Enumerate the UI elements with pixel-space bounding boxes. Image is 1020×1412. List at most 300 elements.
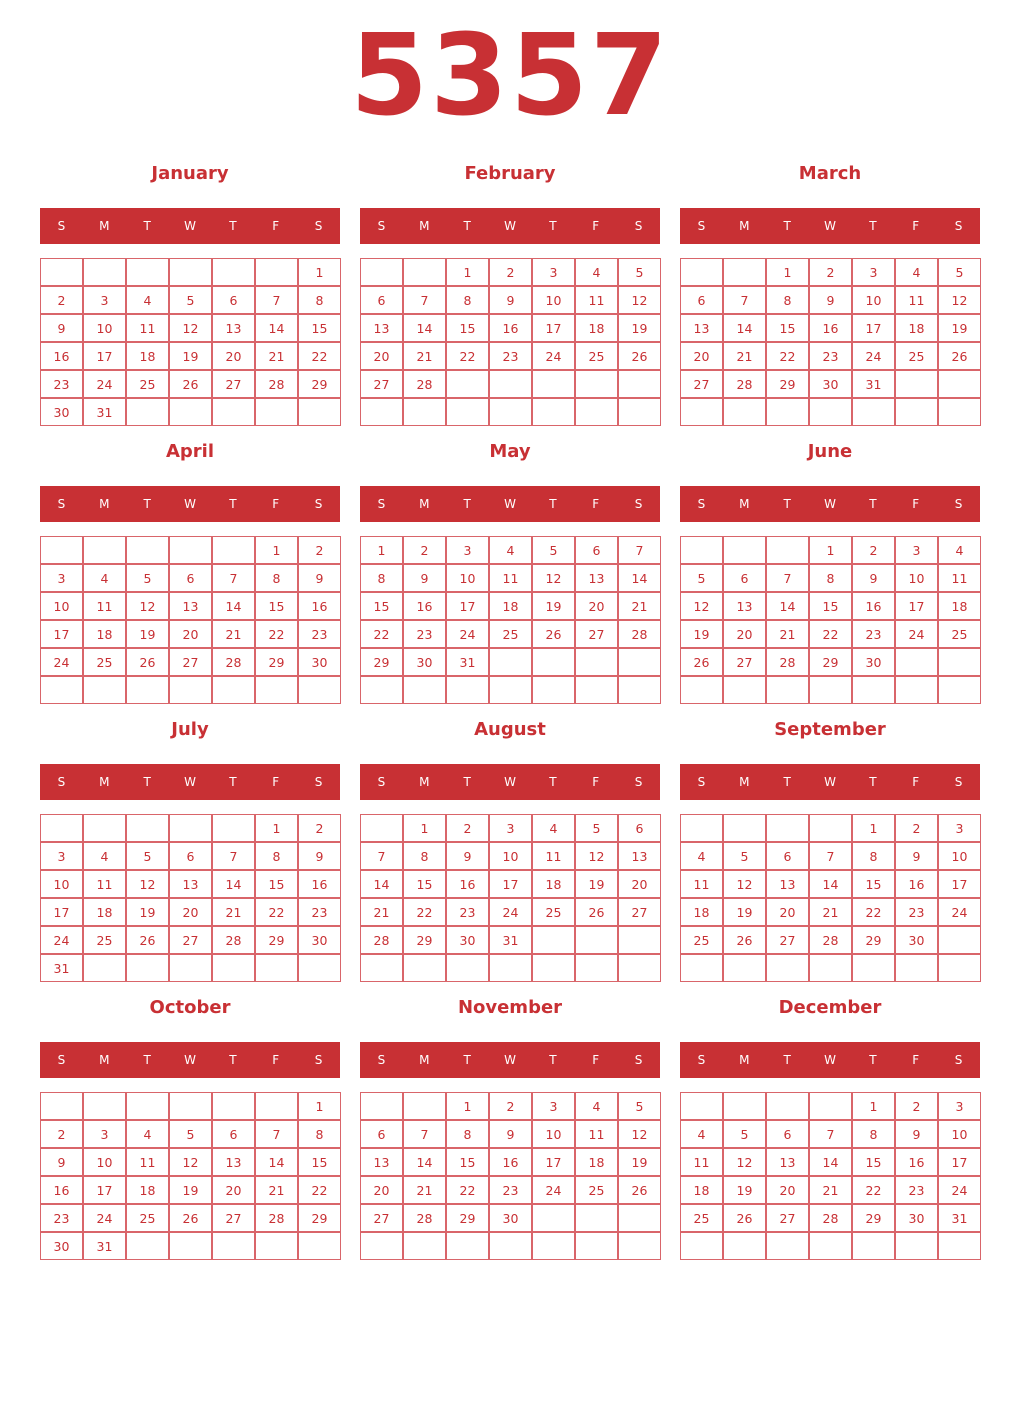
day-cell: 27 [169,648,212,676]
day-cell: 1 [766,258,809,286]
empty-day-cell [895,370,938,398]
empty-day-cell [723,1232,766,1260]
empty-day-cell [766,536,809,564]
day-cell: 21 [723,342,766,370]
month-title: May [489,441,531,462]
day-cell: 18 [680,1176,723,1204]
day-cell: 29 [298,1204,341,1232]
day-cell: 18 [938,592,981,620]
empty-day-cell [360,258,403,286]
empty-day-cell [169,536,212,564]
day-cell: 2 [895,1092,938,1120]
empty-day-cell [766,1232,809,1260]
empty-day-cell [446,676,489,704]
weekday-label: S [377,775,386,789]
empty-day-cell [212,676,255,704]
day-cell: 9 [852,564,895,592]
empty-day-cell [255,398,298,426]
day-cell: 3 [40,564,83,592]
day-cell: 1 [298,1092,341,1120]
day-cell: 21 [403,342,446,370]
day-cell: 8 [852,842,895,870]
day-cell: 19 [618,314,661,342]
day-cell: 21 [212,898,255,926]
weekday-label: M [419,497,430,511]
day-cell: 26 [680,648,723,676]
day-cell: 5 [723,1120,766,1148]
empty-day-cell [809,676,852,704]
day-cell: 25 [489,620,532,648]
empty-day-cell [403,1092,446,1120]
weekday-label: W [824,775,836,789]
day-cell: 20 [212,342,255,370]
day-cell: 29 [360,648,403,676]
empty-day-cell [255,954,298,982]
empty-day-cell [575,1204,618,1232]
day-cell: 19 [532,592,575,620]
empty-day-cell [895,1232,938,1260]
empty-day-cell [83,258,126,286]
day-cell: 8 [298,286,341,314]
day-cell: 28 [360,926,403,954]
weekday-label: T [783,497,791,511]
empty-day-cell [83,1092,126,1120]
empty-day-cell [723,1092,766,1120]
day-cell: 18 [83,898,126,926]
empty-day-cell [298,954,341,982]
empty-day-cell [126,954,169,982]
empty-day-cell [809,814,852,842]
empty-day-cell [723,814,766,842]
weekday-label: S [314,775,323,789]
day-cell: 27 [766,926,809,954]
day-cell: 28 [809,926,852,954]
weekday-label: S [377,497,386,511]
weekday-label: S [57,775,66,789]
day-cell: 10 [895,564,938,592]
day-cell: 9 [40,314,83,342]
day-cell: 28 [723,370,766,398]
weekday-label: F [592,775,600,789]
empty-day-cell [83,814,126,842]
weekday-label: M [419,775,430,789]
weekday-label: T [463,497,471,511]
day-cell: 11 [83,592,126,620]
day-cell: 31 [489,926,532,954]
empty-day-cell [809,954,852,982]
day-cell: 5 [618,258,661,286]
weekday-label: M [99,1053,110,1067]
empty-day-cell [618,648,661,676]
day-grid [680,1092,981,1260]
empty-day-cell [723,536,766,564]
day-cell: 15 [766,314,809,342]
day-cell: 19 [575,870,618,898]
empty-day-cell [575,370,618,398]
empty-day-cell [403,398,446,426]
day-cell: 29 [852,926,895,954]
day-cell: 22 [255,898,298,926]
day-cell: 25 [680,1204,723,1232]
day-grid [360,258,661,426]
day-cell: 13 [169,592,212,620]
day-cell: 26 [723,1204,766,1232]
day-cell: 20 [766,898,809,926]
day-cell: 11 [680,870,723,898]
empty-day-cell [938,954,981,982]
day-cell: 3 [83,286,126,314]
empty-day-cell [169,814,212,842]
empty-day-cell [723,676,766,704]
day-cell: 28 [403,370,446,398]
day-cell: 25 [532,898,575,926]
empty-day-cell [489,676,532,704]
day-cell: 25 [575,1176,618,1204]
empty-day-cell [126,536,169,564]
day-cell: 8 [809,564,852,592]
day-cell: 5 [680,564,723,592]
day-cell: 9 [895,1120,938,1148]
month-title: December [778,997,882,1018]
empty-day-cell [766,814,809,842]
day-cell: 16 [40,342,83,370]
day-cell: 10 [532,286,575,314]
empty-day-cell [83,536,126,564]
day-cell: 8 [852,1120,895,1148]
day-cell: 22 [298,1176,341,1204]
day-cell: 2 [895,814,938,842]
day-cell: 18 [895,314,938,342]
empty-day-cell [446,954,489,982]
weekday-header [360,1042,660,1078]
day-grid [680,258,981,426]
day-cell: 4 [83,564,126,592]
day-cell: 14 [809,1148,852,1176]
day-cell: 4 [83,842,126,870]
day-cell: 30 [852,648,895,676]
day-cell: 26 [126,926,169,954]
day-cell: 18 [575,314,618,342]
weekday-label: T [143,497,151,511]
day-cell: 22 [403,898,446,926]
weekday-label: F [272,219,280,233]
day-cell: 30 [298,926,341,954]
weekday-label: T [463,1053,471,1067]
empty-day-cell [360,1232,403,1260]
weekday-label: S [634,775,643,789]
empty-day-cell [126,1232,169,1260]
day-cell: 12 [680,592,723,620]
empty-day-cell [766,954,809,982]
day-cell: 9 [895,842,938,870]
empty-day-cell [575,398,618,426]
day-cell: 7 [212,842,255,870]
day-cell: 26 [575,898,618,926]
day-cell: 1 [852,1092,895,1120]
empty-day-cell [618,398,661,426]
empty-day-cell [126,814,169,842]
weekday-header [360,208,660,244]
day-cell: 20 [212,1176,255,1204]
day-cell: 14 [403,314,446,342]
day-cell: 8 [255,564,298,592]
day-cell: 28 [255,1204,298,1232]
day-cell: 14 [212,592,255,620]
day-cell: 17 [446,592,489,620]
day-cell: 24 [83,370,126,398]
empty-day-cell [723,258,766,286]
weekday-label: S [314,497,323,511]
empty-day-cell [895,954,938,982]
day-cell: 14 [360,870,403,898]
day-cell: 25 [83,648,126,676]
day-cell: 12 [938,286,981,314]
empty-day-cell [766,398,809,426]
day-cell: 5 [575,814,618,842]
day-cell: 19 [723,1176,766,1204]
day-cell: 31 [83,398,126,426]
day-cell: 10 [489,842,532,870]
day-cell: 30 [446,926,489,954]
day-cell: 25 [895,342,938,370]
day-cell: 11 [895,286,938,314]
day-cell: 16 [489,314,532,342]
day-cell: 16 [298,592,341,620]
day-cell: 21 [809,1176,852,1204]
weekday-label: T [549,775,557,789]
day-cell: 15 [852,1148,895,1176]
empty-day-cell [852,398,895,426]
empty-day-cell [489,1232,532,1260]
day-cell: 30 [40,398,83,426]
day-cell: 12 [532,564,575,592]
weekday-label: T [463,219,471,233]
weekday-header [680,1042,980,1078]
day-cell: 1 [298,258,341,286]
empty-day-cell [169,1232,212,1260]
empty-day-cell [169,1092,212,1120]
day-cell: 22 [255,620,298,648]
weekday-header [360,486,660,522]
day-cell: 12 [618,1120,661,1148]
empty-day-cell [852,954,895,982]
empty-day-cell [212,258,255,286]
day-cell: 15 [446,1148,489,1176]
weekday-header [40,764,340,800]
day-cell: 16 [40,1176,83,1204]
empty-day-cell [938,926,981,954]
day-cell: 7 [766,564,809,592]
day-cell: 4 [126,1120,169,1148]
empty-day-cell [126,676,169,704]
empty-day-cell [852,1232,895,1260]
empty-day-cell [255,1092,298,1120]
day-cell: 12 [126,870,169,898]
day-cell: 31 [40,954,83,982]
empty-day-cell [680,1232,723,1260]
weekday-label: T [869,219,877,233]
empty-day-cell [212,398,255,426]
weekday-label: M [99,497,110,511]
day-grid [40,258,341,426]
day-cell: 6 [575,536,618,564]
day-cell: 28 [255,370,298,398]
empty-day-cell [212,536,255,564]
day-cell: 2 [489,1092,532,1120]
day-cell: 22 [852,1176,895,1204]
day-cell: 6 [723,564,766,592]
weekday-label: F [912,775,920,789]
weekday-label: W [504,775,516,789]
weekday-label: S [697,1053,706,1067]
day-cell: 24 [938,1176,981,1204]
day-cell: 7 [809,842,852,870]
day-cell: 18 [126,1176,169,1204]
day-cell: 4 [895,258,938,286]
weekday-label: M [419,219,430,233]
day-cell: 6 [169,842,212,870]
day-cell: 17 [40,898,83,926]
empty-day-cell [360,954,403,982]
weekday-label: M [739,1053,750,1067]
day-cell: 4 [680,842,723,870]
day-cell: 19 [126,898,169,926]
weekday-label: T [869,497,877,511]
day-cell: 18 [575,1148,618,1176]
empty-day-cell [169,398,212,426]
day-cell: 14 [618,564,661,592]
day-cell: 30 [895,926,938,954]
weekday-label: T [549,1053,557,1067]
day-cell: 1 [809,536,852,564]
empty-day-cell [40,814,83,842]
day-cell: 2 [489,258,532,286]
day-cell: 22 [298,342,341,370]
day-cell: 23 [40,370,83,398]
day-cell: 20 [360,1176,403,1204]
day-cell: 29 [255,926,298,954]
month-title: March [798,163,862,184]
day-cell: 27 [212,370,255,398]
empty-day-cell [680,258,723,286]
weekday-label: M [99,219,110,233]
weekday-label: T [229,1053,237,1067]
day-cell: 12 [618,286,661,314]
empty-day-cell [575,676,618,704]
empty-day-cell [575,1232,618,1260]
weekday-label: S [314,1053,323,1067]
empty-day-cell [575,954,618,982]
day-cell: 15 [446,314,489,342]
empty-day-cell [360,1092,403,1120]
weekday-label: T [229,497,237,511]
day-cell: 13 [680,314,723,342]
empty-day-cell [360,814,403,842]
empty-day-cell [766,1092,809,1120]
day-cell: 5 [169,286,212,314]
day-cell: 8 [446,1120,489,1148]
day-cell: 27 [360,1204,403,1232]
day-cell: 21 [766,620,809,648]
weekday-label: T [783,219,791,233]
day-cell: 25 [83,926,126,954]
empty-day-cell [532,676,575,704]
day-cell: 6 [212,1120,255,1148]
weekday-label: F [592,1053,600,1067]
weekday-label: M [419,1053,430,1067]
day-cell: 10 [446,564,489,592]
day-cell: 2 [446,814,489,842]
empty-day-cell [169,954,212,982]
weekday-label: S [377,1053,386,1067]
day-cell: 13 [212,1148,255,1176]
day-grid [40,1092,341,1260]
day-cell: 19 [938,314,981,342]
day-cell: 10 [83,1148,126,1176]
day-cell: 2 [403,536,446,564]
day-cell: 8 [766,286,809,314]
empty-day-cell [489,370,532,398]
empty-day-cell [680,676,723,704]
day-cell: 1 [255,814,298,842]
day-cell: 17 [489,870,532,898]
empty-day-cell [40,258,83,286]
day-cell: 27 [618,898,661,926]
empty-day-cell [680,954,723,982]
day-cell: 24 [40,648,83,676]
day-cell: 2 [298,814,341,842]
day-cell: 20 [360,342,403,370]
empty-day-cell [532,926,575,954]
day-cell: 20 [723,620,766,648]
month-title: April [165,441,215,462]
empty-day-cell [489,954,532,982]
day-cell: 17 [40,620,83,648]
empty-day-cell [766,676,809,704]
empty-day-cell [255,676,298,704]
day-cell: 14 [255,314,298,342]
day-cell: 29 [446,1204,489,1232]
day-cell: 25 [680,926,723,954]
day-cell: 8 [360,564,403,592]
day-cell: 13 [212,314,255,342]
day-cell: 5 [169,1120,212,1148]
day-cell: 5 [618,1092,661,1120]
day-cell: 10 [40,870,83,898]
day-cell: 28 [766,648,809,676]
empty-day-cell [40,676,83,704]
weekday-label: S [314,219,323,233]
day-cell: 4 [575,258,618,286]
day-cell: 22 [766,342,809,370]
weekday-label: S [377,219,386,233]
empty-day-cell [255,1232,298,1260]
day-cell: 3 [852,258,895,286]
weekday-label: F [272,497,280,511]
empty-day-cell [212,1092,255,1120]
day-cell: 24 [489,898,532,926]
day-cell: 25 [126,370,169,398]
weekday-label: T [463,775,471,789]
day-cell: 24 [938,898,981,926]
day-cell: 10 [852,286,895,314]
day-cell: 10 [83,314,126,342]
day-cell: 24 [895,620,938,648]
day-cell: 6 [618,814,661,842]
day-cell: 9 [298,842,341,870]
day-cell: 7 [723,286,766,314]
empty-day-cell [403,954,446,982]
